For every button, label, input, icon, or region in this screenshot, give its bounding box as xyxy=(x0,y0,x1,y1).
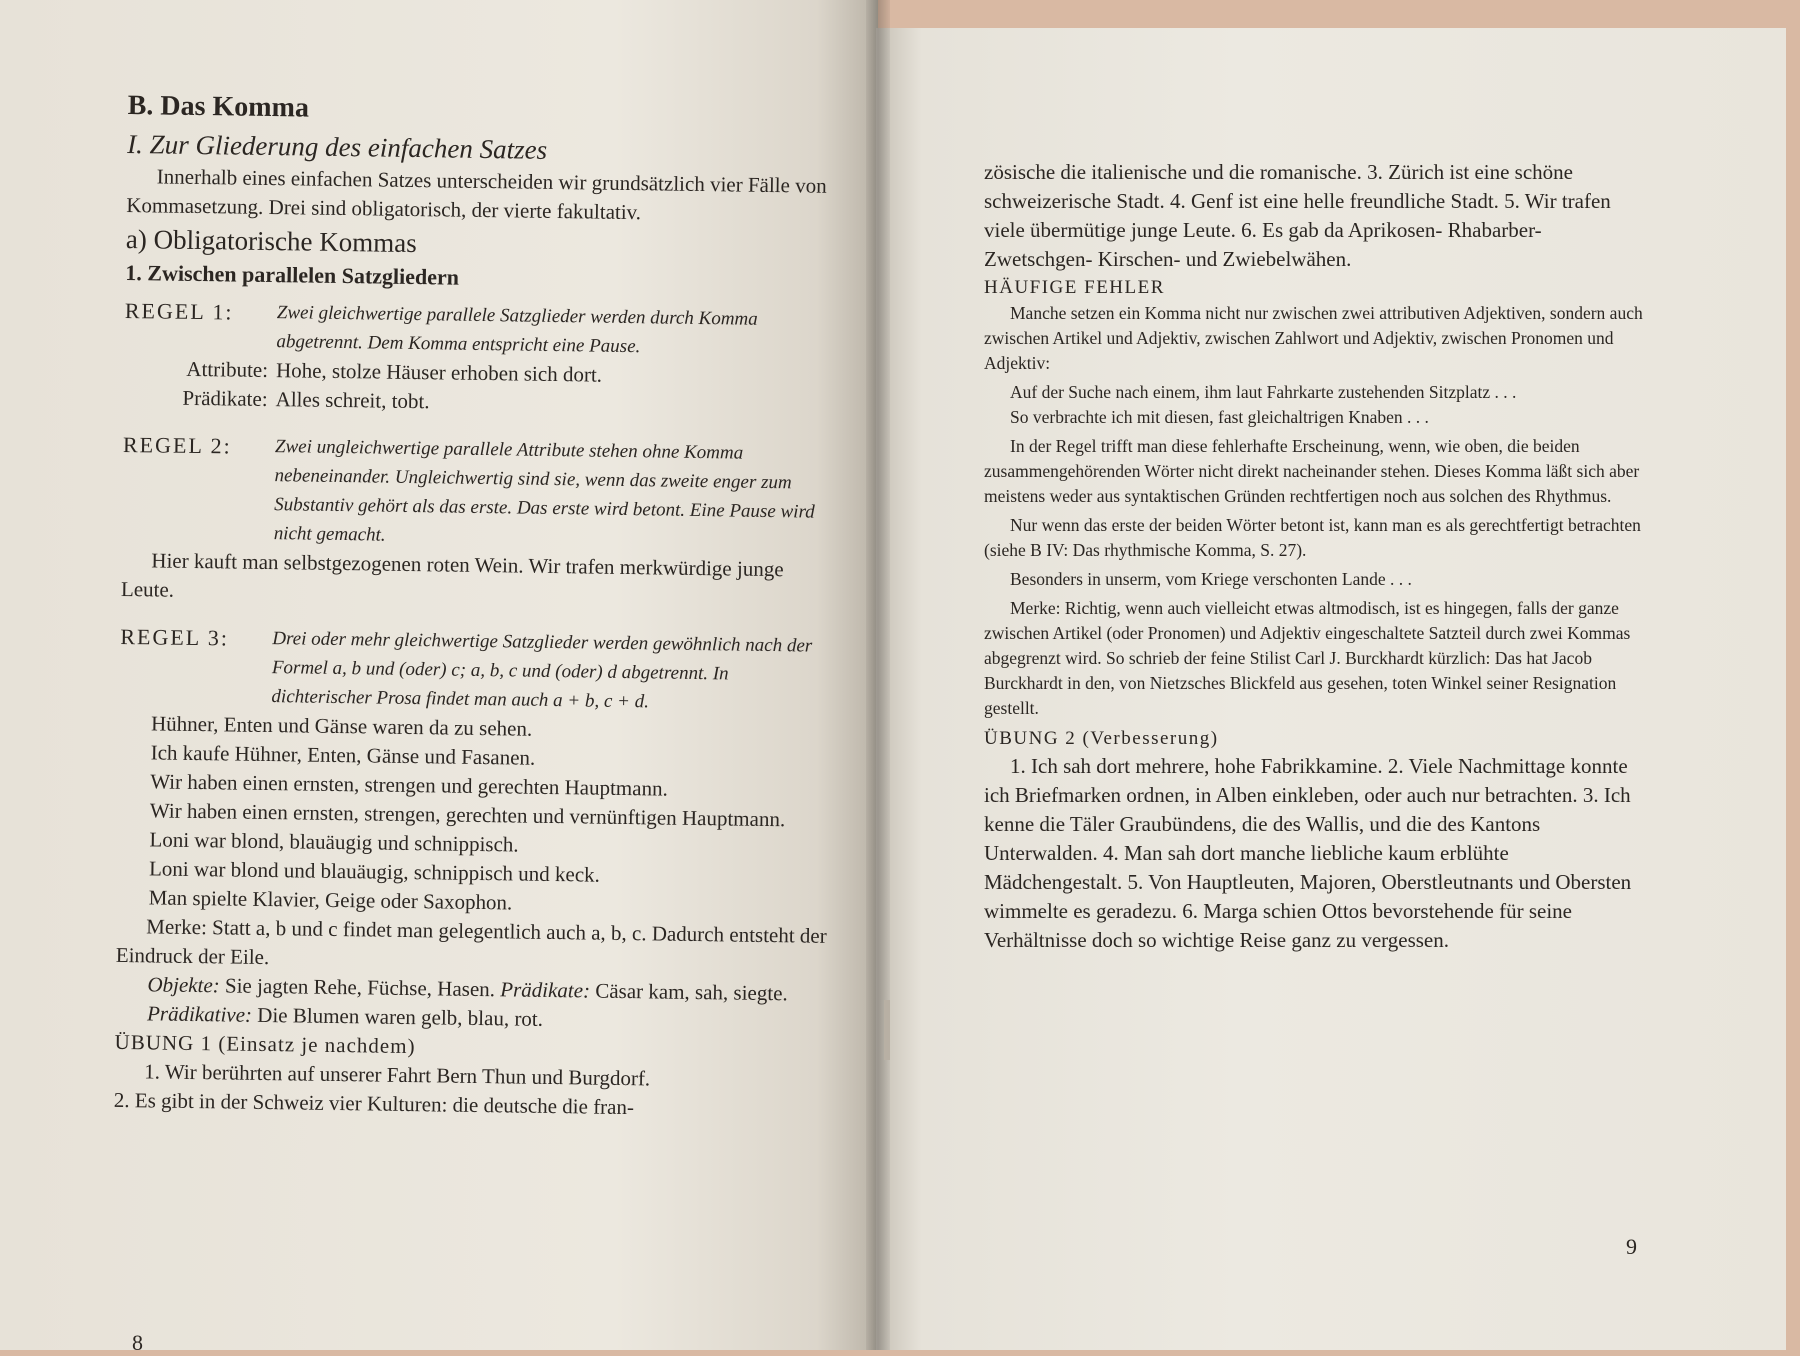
example-line: Hühner, Enten und Gänse waren da zu sehen. xyxy=(150,711,533,741)
section-title: B. Das Komma xyxy=(127,89,310,124)
objekte-text: Sie jagten Rehe, Füchse, Hasen. xyxy=(224,973,496,1002)
praedikative-label: Prädikative: xyxy=(146,1001,253,1027)
right-page-number: 9 xyxy=(1626,1234,1637,1259)
left-page-text xyxy=(114,86,840,1125)
objekte-label: Objekte: xyxy=(147,972,220,998)
fehler-paragraph-4: Merke: Richtig, wenn auch vielleicht etwas altmodisch, ist es hingegen, falls der ganze zwischen Artikel (oder Pronomen) und Adjektiv eingeschaltete Satzteil durch zwei Kommas abgegrenzt wird. So schrieb der feine Stilist Carl J. Burckhardt kürzlich: Das hat Jacob Burckhardt in den, von Nietzsches Blickfeld aus gesehen, toten Winkel seiner Resignation gestellt. xyxy=(984,598,1631,718)
uebung-2-text: 1. Ich sah dort mehrere, hohe Fabrikkamine. 2. Viele Nachmittage konnte ich Briefmarken ordnen, in Alben einkleben, oder auch nur betrachten. 3. Ich kenne die Täler Graubündens, die des Wallis, und die des Kantons Unterwalden. 4. Man sah dort manche liebliche kaum erblühte Mädchengestalt. 5. Von Hauptleuten, Majoren, Oberstleutnants und Obersten wimmelte es geradezu. 6. Marga schien Ottos bevorstehende für seine Verhältnisse doch so wichtige Reise ganz zu vergessen. xyxy=(984,754,1632,952)
example-praedikat-label: Prädikate: xyxy=(182,385,268,411)
regel-2-label: REGEL 2: xyxy=(122,431,232,459)
heading-parallel: 1. Zwischen parallelen Satzgliedern xyxy=(125,259,460,290)
fehler-example-2: So verbrachte ich mit diesen, fast gleichaltrigen Knaben . . . xyxy=(1010,407,1429,427)
regel-2 xyxy=(122,430,836,556)
uebung-1-line-1: 1. Wir berührten auf unserer Fahrt Bern Thun und Burgdorf. xyxy=(144,1059,651,1091)
example-praedikat-text: Alles schreit, tobt. xyxy=(275,387,430,414)
praedikative-text: Die Blumen waren gelb, blau, rot. xyxy=(257,1002,544,1031)
regel-1-label: REGEL 1: xyxy=(124,297,234,325)
example-line: Ich kaufe Hühner, Enten, Gänse und Fasanen. xyxy=(150,740,536,770)
fehler-paragraph-2: In der Regel trifft man diese fehlerhafte Erscheinung, wenn, wie oben, die beiden zusammengehörenden Wörter nicht direkt nacheinander stehen. Dieses Komma läßt sich aber meistens weder aus syntaktischen Gründen rechtfertigen noch aus solchen des Rhythmus. xyxy=(984,436,1640,506)
example-line: Loni war blond und blauäugig, schnippisch und keck. xyxy=(148,856,601,887)
subsection-title: I. Zur Gliederung des einfachen Satzes xyxy=(126,128,548,165)
heading-obligatory: a) Obligatorische Kommas xyxy=(125,223,417,259)
regel-1 xyxy=(124,296,837,364)
regel-3 xyxy=(119,622,832,719)
regel-3-text: Drei oder mehr gleichwertige Satzglieder werden gewöhnlich nach der Formel a, b und (oder) c; a, b, c und (oder) d abgetrennt. In dichterischer Prosa findet man auch a + b, c + d. xyxy=(271,628,813,713)
example-attribute-text: Hohe, stolze Häuser erhoben sich dort. xyxy=(275,358,603,387)
intro-paragraph: Innerhalb eines einfachen Satzes unterscheiden wir grundsätzlich vier Fälle von Kommasetzung. Drei sind obligatorisch, der vierte fakultativ. xyxy=(126,164,827,225)
example-line: Man spielte Klavier, Geige oder Saxophon. xyxy=(148,885,513,915)
left-page-number: 8 xyxy=(132,1330,143,1355)
praedikate-label: Prädikate: xyxy=(500,977,591,1003)
fehler-section xyxy=(984,301,1646,721)
right-page-text xyxy=(984,158,1646,955)
uebung-1-heading: ÜBUNG 1 (Einsatz je nachdem) xyxy=(114,1029,416,1059)
uebung-1-line-2: 2. Es gibt in der Schweiz vier Kulturen: die deutsche die fran- xyxy=(113,1087,635,1120)
regel-2-text: Zwei ungleichwertige parallele Attribute stehen ohne Komma nebeneinander. Ungleichwertig sind sie, wenn das zweite enger zum Substantiv gehört als das erste. Das erste wird betont. Eine Pause wird nicht gemacht. xyxy=(273,436,815,546)
book-gutter xyxy=(866,0,890,1350)
regel-2-example: Hier kauft man selbstgezogenen roten Wein. Wir trafen merkwürdige junge Leute. xyxy=(120,548,784,602)
merke-note: Merke: Statt a, b und c findet man gelegentlich auch a, b, c. Dadurch entsteht der Eindruck der Eile. xyxy=(115,914,827,970)
example-line: Wir haben einen ernsten, strengen und gerechten Hauptmann. xyxy=(150,769,668,801)
fehler-example-3: Besonders in unserm, vom Kriege verschonten Lande . . . xyxy=(1010,569,1412,589)
uebung-2-heading: ÜBUNG 2 (Verbesserung) xyxy=(984,728,1219,749)
regel-1-text: Zwei gleichwertige parallele Satzglieder werden durch Komma abgetrennt. Dem Komma entspricht eine Pause. xyxy=(276,302,758,358)
uebung-1-continuation: zösische die italienische und die romanische. 3. Zürich ist eine schöne schweizerische Stadt. 4. Genf ist eine helle freundliche Stadt. 5. Wir trafen viele übermütige junge Leute. 6. Es gab da Aprikosen- Rhabarber- Zwetschgen- Kirschen- und Zwiebelwähen. xyxy=(984,160,1611,271)
example-line: Wir haben einen ernsten, strengen, gerechten und vernünftigen Hauptmann. xyxy=(149,798,786,832)
praedikate-text: Cäsar kam, sah, siegte. xyxy=(595,978,788,1006)
binding-staple xyxy=(884,1000,890,1060)
fehler-paragraph-3: Nur wenn das erste der beiden Wörter betont ist, kann man es als gerechtfertigt betrachten (siehe B IV: Das rhythmische Komma, S. 27). xyxy=(984,515,1641,560)
regel-3-label: REGEL 3: xyxy=(120,623,230,651)
fehler-example-1: Auf der Suche nach einem, ihm laut Fahrkarte zustehenden Sitzplatz . . . xyxy=(1010,382,1517,402)
fehler-heading: HÄUFIGE FEHLER xyxy=(984,277,1165,298)
fehler-paragraph-1: Manche setzen ein Komma nicht nur zwischen zwei attributiven Adjektiven, sondern auch zwischen Artikel und Adjektiv, zwischen Zahlwort und Adjektiv, zwischen Pronomen und Adjektiv: xyxy=(984,303,1643,373)
example-line: Loni war blond, blauäugig und schnippisch. xyxy=(149,827,519,857)
example-attribute-label: Attribute: xyxy=(186,356,269,382)
